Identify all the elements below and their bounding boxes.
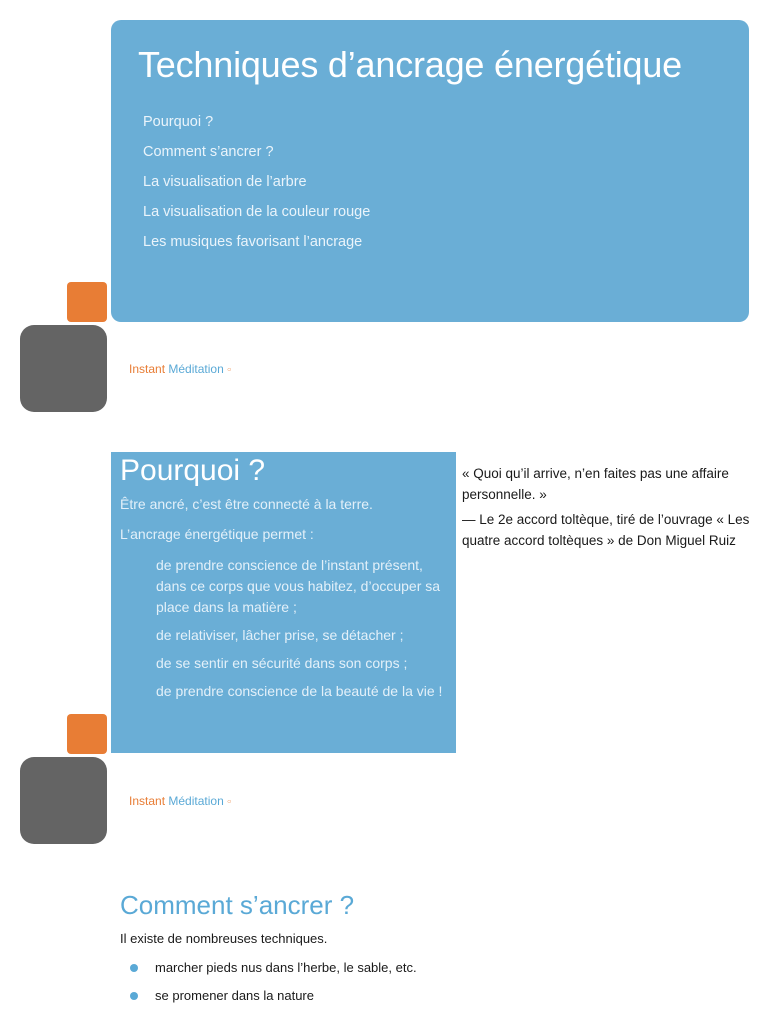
brand-logo-text: [129, 794, 231, 808]
technique-item: [130, 986, 417, 1014]
decor-gray-square: [20, 757, 107, 844]
technique-item: [130, 958, 417, 986]
slide1-title: Techniques d’ancrage énergétique: [138, 44, 683, 85]
decor-orange-square: [67, 714, 107, 754]
technique-text: se promener dans la nature: [155, 988, 314, 1003]
brand-part-instant: Instant: [129, 794, 166, 808]
brand-mark-icon: ○: [227, 798, 232, 806]
brand-part-meditation: Méditation: [168, 362, 224, 376]
slide2-lead: L’ancrage énergétique permet :: [120, 526, 314, 542]
brand-mark-icon: ○: [227, 366, 232, 374]
decor-orange-square: [67, 282, 107, 322]
brand-part-meditation: Méditation: [168, 794, 224, 808]
slide2-definition: Être ancré, c’est être connecté à la terre.: [120, 496, 373, 512]
bullet-dot-icon: [130, 964, 138, 972]
benefit-item: de prendre conscience de la beauté de la vie !: [156, 683, 443, 699]
benefit-item: de relativiser, lâcher prise, se détacher ;: [156, 627, 404, 643]
benefit-item: de se sentir en sécurité dans son corps ;: [156, 655, 408, 671]
brand-part-instant: Instant: [129, 362, 166, 376]
bullet-dot-icon: [130, 992, 138, 1000]
agenda-item: Pourquoi ?: [143, 114, 214, 130]
slide1-agenda-list: [143, 107, 370, 257]
slide3-title: Comment s’ancrer ?: [120, 890, 355, 920]
benefit-item: de prendre conscience de l’instant présent, dans ce corps que vous habitez, d’occuper sa place dans la matière ;: [156, 557, 441, 615]
slide2-quote-block: [462, 463, 762, 555]
agenda-item: La visualisation de l’arbre: [143, 174, 307, 190]
brand-logo-text: [129, 362, 231, 376]
technique-text: marcher pieds nus dans l’herbe, le sable, etc.: [155, 960, 417, 975]
slide2-benefits-list: [156, 555, 452, 709]
agenda-item: Les musiques favorisant l’ancrage: [143, 234, 363, 250]
decor-gray-square: [20, 325, 107, 412]
agenda-item: La visualisation de la couleur rouge: [143, 204, 371, 220]
quote-attribution: — Le 2e accord toltèque, tiré de l’ouvrage « Les quatre accord toltèques » de Don Miguel Ruiz: [462, 512, 750, 548]
slide2-title: Pourquoi ?: [120, 454, 266, 487]
quote-text: « Quoi qu’il arrive, n’en faites pas une affaire personnelle. »: [462, 466, 729, 502]
slide3-techniques-list: [130, 958, 417, 1014]
slide3-intro: Il existe de nombreuses techniques.: [120, 931, 328, 946]
agenda-item: Comment s’ancrer ?: [143, 144, 274, 160]
